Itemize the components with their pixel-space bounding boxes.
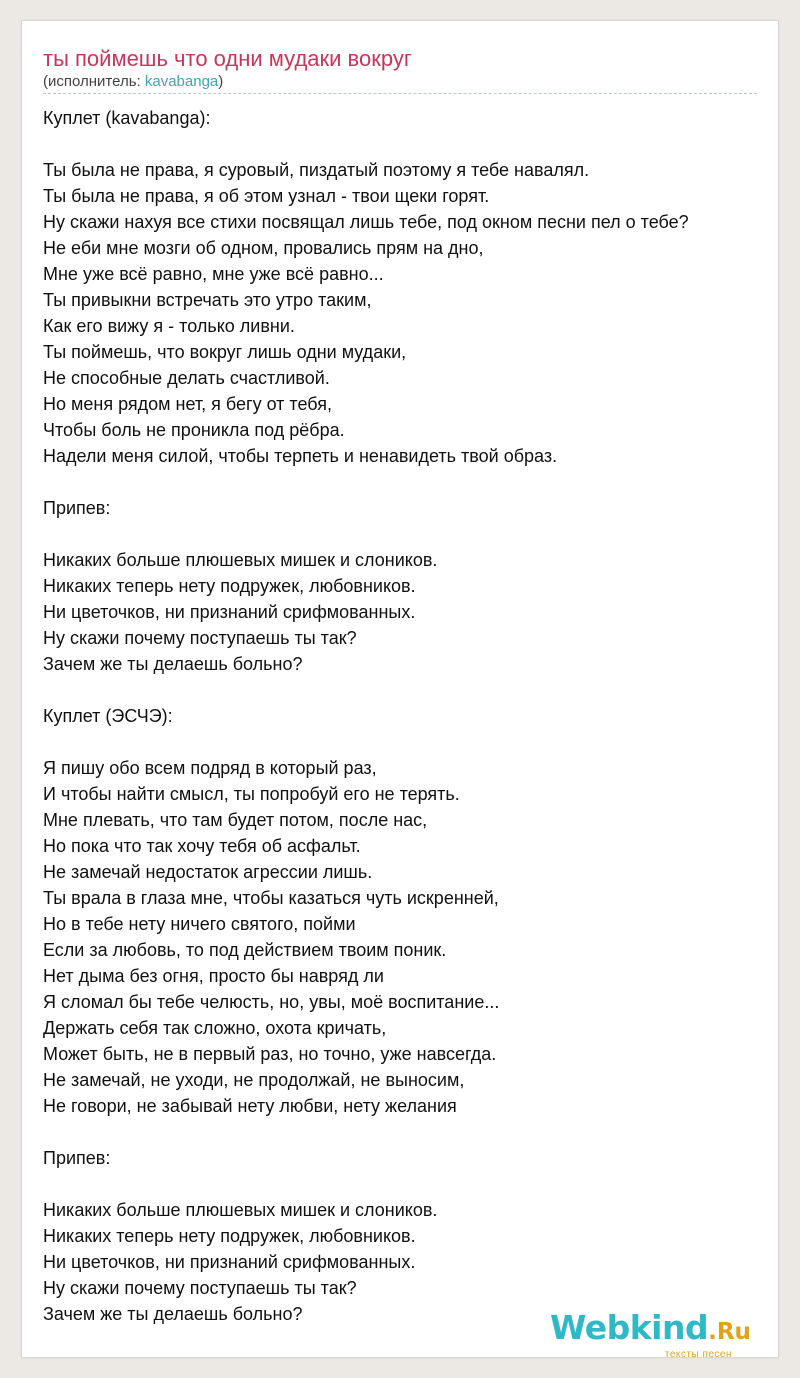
lyric-line: Ты была не права, я об этом узнал - твои щеки горят. [43,186,490,206]
lyric-line: Если за любовь, то под действием твоим поник. [43,940,447,960]
lyric-line: Ты поймешь, что вокруг лишь одни мудаки, [43,342,407,362]
lyric-blank-line [43,469,773,495]
lyric-blank-line [43,131,773,157]
artist-line [43,72,223,92]
lyric-line: Не еби мне мозги об одном, провались прям на дно, [43,238,484,258]
lyric-blank-line [43,1171,773,1197]
lyric-blank-line [43,1119,773,1145]
artist-prefix: (исполнитель: [43,73,145,90]
lyric-line: Но меня рядом нет, я бегу от тебя, [43,394,332,414]
lyric-line: Куплет (ЭСЧЭ): [43,706,173,726]
lyric-line: Как его вижу я - только ливни. [43,316,295,336]
lyric-line: Зачем же ты делаешь больно? [43,654,303,674]
lyric-line: Зачем же ты делаешь больно? [43,1304,303,1324]
lyric-line: И чтобы найти смысл, ты попробуй его не терять. [43,784,460,804]
lyric-line: Но пока что так хочу тебя об асфальт. [43,836,361,856]
title-divider [43,93,757,94]
lyric-blank-line [43,521,773,547]
lyric-line: Держать себя так сложно, охота кричать, [43,1018,387,1038]
site-logo[interactable] [550,1308,751,1361]
lyric-line: Надели меня силой, чтобы терпеть и ненавидеть твой образ. [43,446,558,466]
lyric-line: Никаких теперь нету подружек, любовников. [43,1226,416,1246]
lyric-line: Никаких теперь нету подружек, любовников. [43,576,416,596]
logo-name: Webkind [550,1308,709,1347]
lyrics-text [43,105,773,1327]
artist-suffix: ) [218,73,224,90]
lyric-line: Мне плевать, что там будет потом, после нас, [43,810,428,830]
lyric-line: Не замечай, не уходи, не продолжай, не выносим, [43,1070,465,1090]
lyric-line: Ну скажи почему поступаешь ты так? [43,1278,357,1298]
lyric-line: Никаких больше плюшевых мишек и слоников. [43,550,438,570]
lyric-line: Припев: [43,1148,111,1168]
lyric-line: Может быть, не в первый раз, но точно, уже навсегда. [43,1044,497,1064]
lyric-line: Ни цветочков, ни признаний срифмованных. [43,602,416,622]
lyric-line: Ну скажи почему поступаешь ты так? [43,628,357,648]
lyric-line: Куплет (kavabanga): [43,108,211,128]
logo-wordmark [550,1308,751,1349]
lyric-blank-line [43,677,773,703]
lyric-line: Я сломал бы тебе челюсть, но, увы, моё воспитание... [43,992,500,1012]
lyric-line: Не замечай недостаток агрессии лишь. [43,862,373,882]
lyric-blank-line [43,729,773,755]
lyric-line: Не говори, не забывай нету любви, нету желания [43,1096,457,1116]
lyric-line: Мне уже всё равно, мне уже всё равно... [43,264,384,284]
lyric-line: Ты была не права, я суровый, пиздатый поэтому я тебе навалял. [43,160,590,180]
logo-tagline: тексты песен [664,1349,732,1360]
lyric-line: Не способные делать счастливой. [43,368,330,388]
lyric-line: Ни цветочков, ни признаний срифмованных. [43,1252,416,1272]
lyric-line: Нет дыма без огня, просто бы навряд ли [43,966,384,986]
lyric-line: Никаких больше плюшевых мишек и слоников. [43,1200,438,1220]
lyrics-card [21,20,779,1358]
artist-link[interactable]: kavabanga [144,73,219,90]
song-title: ты поймешь что одни мудаки вокруг [43,46,412,71]
lyric-line: Ну скажи нахуя все стихи посвящал лишь тебе, под окном песни пел о тебе? [43,212,689,232]
lyric-line: Ты привыкни встречать это утро таким, [43,290,372,310]
lyric-line: Припев: [43,498,111,518]
lyric-line: Но в тебе нету ничего святого, пойми [43,914,356,934]
lyric-line: Ты врала в глаза мне, чтобы казаться чуть искренней, [43,888,499,908]
lyric-line: Чтобы боль не проникла под рёбра. [43,420,345,440]
lyric-line: Я пишу обо всем подряд в который раз, [43,758,377,778]
logo-tld: .Ru [708,1319,751,1345]
